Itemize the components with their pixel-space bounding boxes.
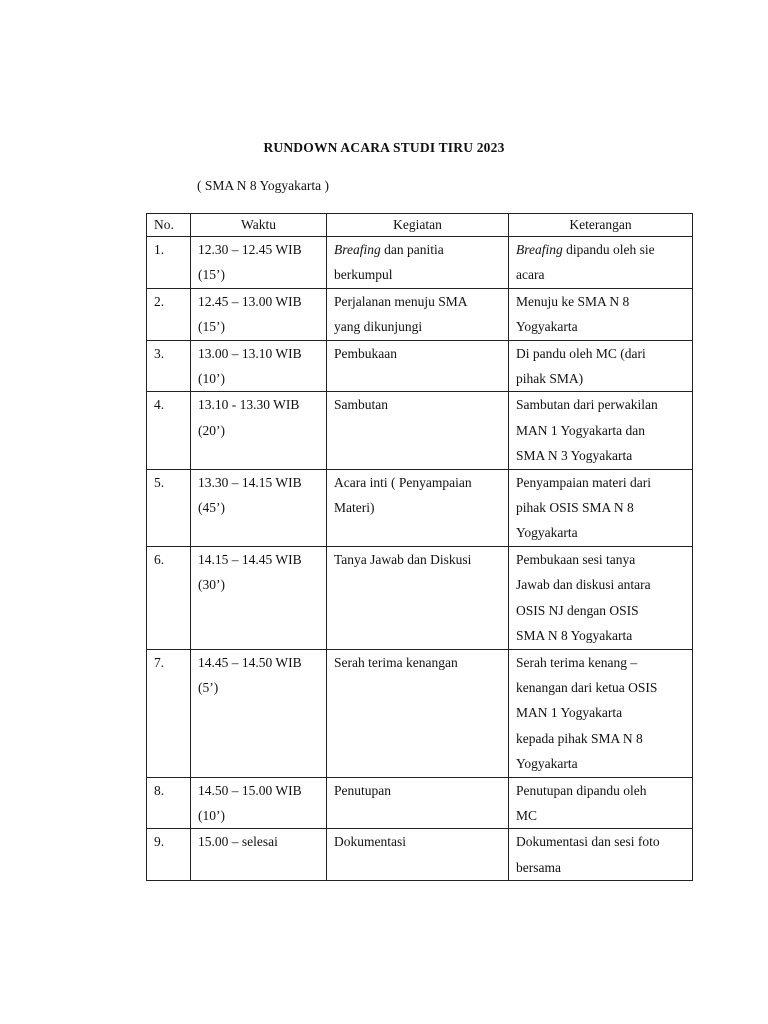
note-line: Dokumentasi dan sesi foto <box>516 834 660 850</box>
cell-kegiatan <box>327 392 509 469</box>
activity-line: Sambutan <box>334 397 388 413</box>
note-line: pihak OSIS SMA N 8 <box>516 500 634 516</box>
cell-waktu <box>191 829 327 881</box>
activity-line: Pembukaan <box>334 345 397 361</box>
cell-keterangan <box>509 288 693 340</box>
cell-keterangan <box>509 469 693 546</box>
time-range: 14.15 – 14.45 WIB <box>198 551 302 567</box>
note-line: Penyampaian materi dari <box>516 474 651 490</box>
document-subtitle: ( SMA N 8 Yogyakarta ) <box>197 178 330 193</box>
header-no: No. <box>147 214 191 237</box>
note-line: Menuju ke SMA N 8 <box>516 293 630 309</box>
cell-keterangan <box>509 237 693 289</box>
duration: (15’) <box>198 319 225 335</box>
row-number: 7. <box>154 654 165 670</box>
note-line: SMA N 8 Yogyakarta <box>516 628 633 644</box>
duration: (5’) <box>198 679 219 695</box>
cell-keterangan <box>509 649 693 777</box>
note-line: Pembukaan sesi tanya <box>516 551 636 567</box>
row-number: 4. <box>154 397 165 413</box>
time-range: 14.45 – 14.50 WIB <box>198 654 302 670</box>
cell-no <box>147 829 191 881</box>
activity-line: Materi) <box>334 500 375 516</box>
row-number: 8. <box>154 782 165 798</box>
cell-kegiatan <box>327 469 509 546</box>
duration: (20’) <box>198 422 225 438</box>
note-line: SMA N 3 Yogyakarta <box>516 448 633 464</box>
table-row <box>147 469 693 546</box>
note-line: kenangan dari ketua OSIS <box>516 679 658 695</box>
table-row <box>147 777 693 829</box>
cell-kegiatan <box>327 237 509 289</box>
note-line: Serah terima kenang – <box>516 654 638 670</box>
time-range: 12.30 – 12.45 WIB <box>198 242 302 257</box>
note-line: Yogyakarta <box>516 319 578 335</box>
note-line: Jawab dan diskusi antara <box>516 577 651 593</box>
cell-waktu <box>191 777 327 829</box>
rundown-table <box>146 213 693 881</box>
cell-no <box>147 392 191 469</box>
header-waktu: Waktu <box>191 214 327 237</box>
row-number: 1. <box>154 242 165 257</box>
time-range: 13.30 – 14.15 WIB <box>198 474 302 490</box>
cell-waktu <box>191 546 327 649</box>
note-line: Sambutan dari perwakilan <box>516 397 658 413</box>
line-rest: dan panitia <box>380 242 444 257</box>
note-line: kepada pihak SMA N 8 <box>516 730 643 746</box>
cell-waktu <box>191 237 327 289</box>
header-keterangan: Keterangan <box>509 214 693 237</box>
duration: (10’) <box>198 371 225 387</box>
cell-kegiatan <box>327 288 509 340</box>
duration: (30’) <box>198 577 225 593</box>
table-row <box>147 392 693 469</box>
duration: (45’) <box>198 500 225 516</box>
note-line: MC <box>516 807 538 823</box>
note-line: OSIS NJ dengan OSIS <box>516 602 639 618</box>
italic-term: Breafing <box>516 242 563 257</box>
italic-term: Breafing <box>334 242 381 257</box>
activity-line: Penutupan <box>334 782 391 798</box>
cell-kegiatan <box>327 340 509 392</box>
cell-waktu <box>191 469 327 546</box>
table-row <box>147 649 693 777</box>
time-range: 15.00 – selesai <box>198 834 278 850</box>
cell-waktu <box>191 288 327 340</box>
cell-keterangan <box>509 340 693 392</box>
table-row <box>147 237 693 289</box>
time-range: 14.50 – 15.00 WIB <box>198 782 302 798</box>
duration: (10’) <box>198 807 225 823</box>
activity-line: Perjalanan menuju SMA <box>334 293 468 309</box>
cell-waktu <box>191 340 327 392</box>
cell-keterangan <box>509 546 693 649</box>
table-row <box>147 546 693 649</box>
row-number: 2. <box>154 293 165 309</box>
line-rest: dipandu oleh sie <box>562 242 655 257</box>
cell-no <box>147 288 191 340</box>
cell-keterangan <box>509 392 693 469</box>
cell-no <box>147 469 191 546</box>
time-range: 13.00 – 13.10 WIB <box>198 345 302 361</box>
cell-kegiatan <box>327 829 509 881</box>
table-row <box>147 340 693 392</box>
table-row <box>147 829 693 881</box>
activity-line <box>334 237 501 262</box>
note-line: Di pandu oleh MC (dari <box>516 345 646 361</box>
table-row <box>147 288 693 340</box>
cell-kegiatan <box>327 546 509 649</box>
cell-waktu <box>191 649 327 777</box>
note-line: Yogyakarta <box>516 756 578 772</box>
cell-no <box>147 546 191 649</box>
cell-no <box>147 237 191 289</box>
row-number: 3. <box>154 345 165 361</box>
cell-kegiatan <box>327 777 509 829</box>
cell-no <box>147 340 191 392</box>
activity-line: Tanya Jawab dan Diskusi <box>334 551 472 567</box>
duration: (15’) <box>198 267 225 283</box>
time-range: 13.10 - 13.30 WIB <box>198 397 300 413</box>
activity-line: yang dikunjungi <box>334 319 423 335</box>
cell-waktu <box>191 392 327 469</box>
activity-line: Dokumentasi <box>334 834 406 850</box>
note-line: acara <box>516 267 545 283</box>
note-line: Yogyakarta <box>516 525 578 541</box>
time-range: 12.45 – 13.00 WIB <box>198 293 302 309</box>
note-line: Penutupan dipandu oleh <box>516 782 647 798</box>
note-line: pihak SMA) <box>516 371 584 387</box>
activity-line: Serah terima kenangan <box>334 654 458 670</box>
cell-kegiatan <box>327 649 509 777</box>
note-line <box>516 237 685 262</box>
table-header-row <box>147 214 693 237</box>
cell-no <box>147 649 191 777</box>
activity-line: berkumpul <box>334 267 393 283</box>
document-title: RUNDOWN ACARA STUDI TIRU 2023 <box>263 140 505 155</box>
cell-keterangan <box>509 829 693 881</box>
row-number: 5. <box>154 474 165 490</box>
cell-keterangan <box>509 777 693 829</box>
row-number: 9. <box>154 834 165 850</box>
note-line: bersama <box>516 859 561 875</box>
cell-no <box>147 777 191 829</box>
activity-line: Acara inti ( Penyampaian <box>334 474 472 490</box>
header-kegiatan: Kegiatan <box>327 214 509 237</box>
note-line: MAN 1 Yogyakarta <box>516 705 623 721</box>
note-line: MAN 1 Yogyakarta dan <box>516 422 645 438</box>
row-number: 6. <box>154 551 165 567</box>
